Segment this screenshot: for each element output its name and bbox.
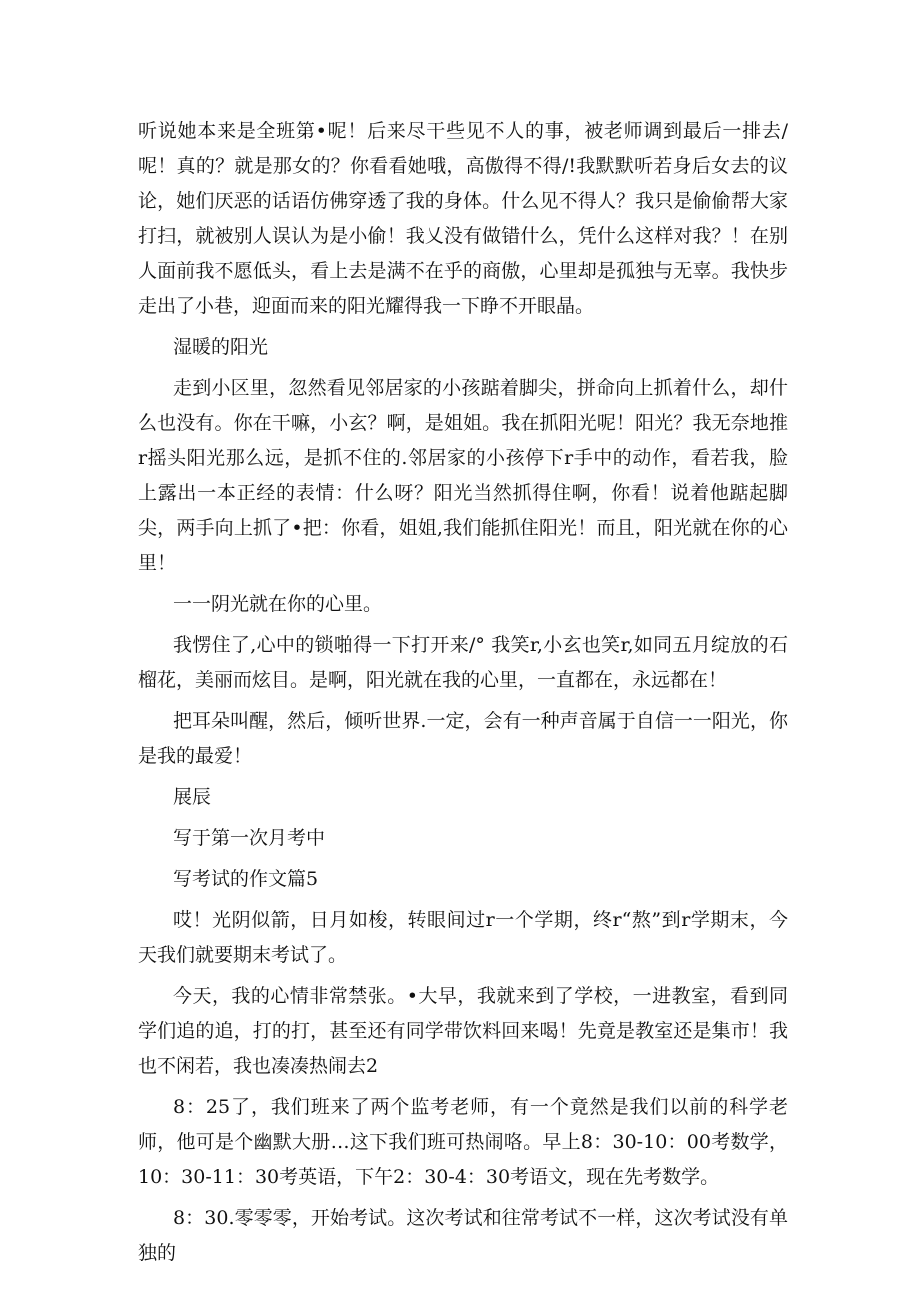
paragraph-gossip: 听说她本来是全班第•呢！后来尽干些见不人的事，被老师调到最后一排去/呢！真的？就是那女的？你看看她哦，高傲得不得/!我默默听若身后女去的议论，她们厌恶的话语仿佛穿透了我的身体。什么见不得人？我只是偷偷帮大家打扫，就被别人误认为是小偷！我乂没有做错什么，凭什么这样对我？！在别人面前我不愿低头，看上去是满不在乎的商傲，心里却是孤独与无辜。我快步走出了小巷，迎面而来的阳光耀得我一下睁不开眼晶。 (138, 120, 788, 317)
paragraph-exam-start: 8：30.零零零，开始考试。这次考试和往常考试不一样，这次考试没有单独的 (138, 1207, 788, 1264)
author-name: 展辰 (173, 786, 212, 808)
paragraph-sunshine-in-heart: 一一阴光就在你的心里。 (173, 593, 383, 615)
paragraph-smile: 我愣住了,心中的锁啪得一下打开来/° 我笑r,小玄也笑r,如同五月绽放的石榴花，美丽而炫目。是啊，阳光就在我的心里，一直都在，永远都在！ (138, 634, 788, 691)
essay-title: 写考试的作文篇5 (173, 868, 319, 890)
section-heading-sunshine: 湿暖的阳光 (173, 336, 269, 358)
paragraph-neighbor-child: 走到小区里，忽然看见邻居家的小孩踮着脚尖，拼命向上抓着什么，却什么也没有。你在干嘛，小玄？啊，是姐姐。我在抓阳光呢！阳光？我无奈地推r摇头阳光那么远，是抓不住的.邻居家的小孩停下r手中的动作，看若我，脸上露出一本正经的表情：什么呀？阳光当然抓得住啊，你看！说着他踮起脚尖，两手向上抓了•把：你看，姐姐,我们能抓住阳光！而且，阳光就在你的心里！ (138, 377, 788, 574)
paragraph-schedule: 8：25了，我们班来了两个监考老师，有一个竟然是我们以前的科学老师，他可是个幽默大册…这下我们班可热闹咯。早上8：30-10：00考数学，10：30-11：30考英语，下午2：30-4：30考语文，现在先考数学。 (138, 1096, 788, 1188)
written-note: 写于第一次月考中 (173, 827, 326, 849)
paragraph-wake-ears: 把耳朵叫醒，然后，倾听世界.一定，会有一种声音属于自信一一阳光，你是我的最爱！ (138, 710, 788, 767)
paragraph-nervous: 今天，我的心情非常禁张。•大早，我就来到了学校，一进教室，看到同学们追的追，打的打，甚至还有同学带饮料回来喝！先竟是教室还是集市！我也不闲若，我也凑凑热闹去2 (138, 985, 788, 1077)
paragraph-time-flies: 哎！光阴似箭，日月如梭，转眼间过r一个学期，终r“熬”到r学期末，今天我们就要期末考试了。 (138, 909, 788, 966)
document-body (138, 114, 788, 1271)
